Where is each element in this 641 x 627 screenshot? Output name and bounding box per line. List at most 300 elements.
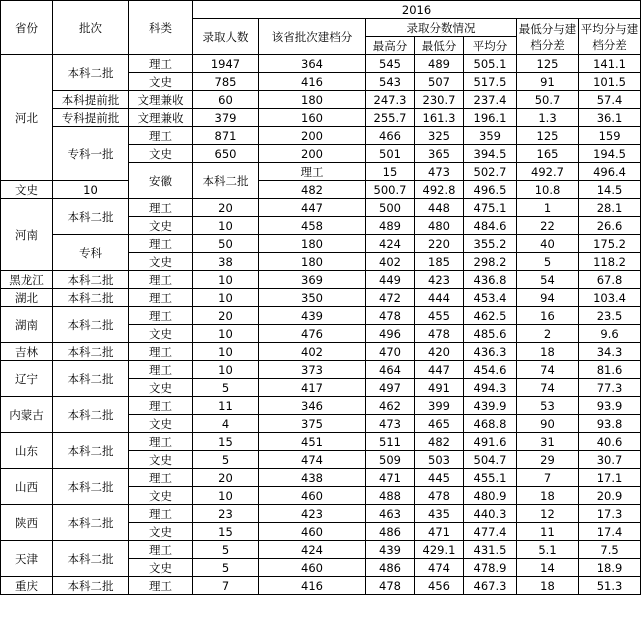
cell-province: 吉林: [1, 343, 53, 361]
cell-min-diff: 14: [517, 559, 579, 577]
cell-avg-diff: 26.6: [579, 217, 641, 235]
cell-line: 375: [259, 415, 366, 433]
cell-max: 470: [366, 343, 415, 361]
cell-batch: 本科二批: [53, 289, 129, 307]
cell-min: 399: [415, 397, 464, 415]
cell-batch: 本科二批: [53, 505, 129, 541]
cell-min: 444: [415, 289, 464, 307]
cell-avg: 355.2: [464, 235, 517, 253]
cell-batch: 本科二批: [53, 433, 129, 469]
cell-batch: 专科: [53, 235, 129, 271]
cell-admitted: 10: [193, 217, 259, 235]
cell-max: 511: [366, 433, 415, 451]
cell-province: 重庆: [1, 577, 53, 595]
cell-line: 458: [259, 217, 366, 235]
cell-avg-diff: 18.9: [579, 559, 641, 577]
cell-min-diff: 5: [517, 253, 579, 271]
cell-category: 理工: [129, 235, 193, 253]
cell-province: 河北: [1, 55, 53, 181]
cell-category: 文史: [129, 451, 193, 469]
cell-avg-diff: 9.6: [579, 325, 641, 343]
cell-avg: 440.3: [464, 505, 517, 523]
cell-admitted: 10: [193, 343, 259, 361]
cell-min-diff: 11: [517, 523, 579, 541]
cell-line: 460: [259, 487, 366, 505]
cell-min: 492.8: [415, 181, 464, 199]
cell-batch: 本科二批: [193, 163, 259, 199]
cell-min: 489: [415, 55, 464, 73]
cell-avg-diff: 7.5: [579, 541, 641, 559]
table-row: [1, 505, 641, 523]
cell-avg-diff: 93.9: [579, 397, 641, 415]
cell-line: 423: [259, 505, 366, 523]
cell-category: 文史: [129, 217, 193, 235]
cell-line: 439: [259, 307, 366, 325]
header-province: 省份: [1, 1, 53, 55]
cell-min: 365: [415, 145, 464, 163]
cell-max: 486: [366, 559, 415, 577]
cell-line: 416: [259, 577, 366, 595]
cell-min: 471: [415, 523, 464, 541]
cell-max: 402: [366, 253, 415, 271]
cell-category: 文史: [129, 487, 193, 505]
cell-province: 天津: [1, 541, 53, 577]
cell-max: 478: [366, 577, 415, 595]
cell-admitted: 785: [193, 73, 259, 91]
cell-avg-diff: 175.2: [579, 235, 641, 253]
cell-min: 435: [415, 505, 464, 523]
cell-batch: 本科二批: [53, 343, 129, 361]
cell-batch: 本科二批: [53, 577, 129, 595]
cell-avg-diff: 67.8: [579, 271, 641, 289]
cell-avg: 455.1: [464, 469, 517, 487]
cell-category: 理工: [129, 127, 193, 145]
cell-avg: 454.6: [464, 361, 517, 379]
cell-avg: 468.8: [464, 415, 517, 433]
cell-avg-diff: 159: [579, 127, 641, 145]
cell-min-diff: 18: [517, 487, 579, 505]
cell-category: 理工: [129, 55, 193, 73]
cell-category: 文史: [129, 253, 193, 271]
cell-avg: 475.1: [464, 199, 517, 217]
cell-max: 464: [366, 361, 415, 379]
table-row: [1, 469, 641, 487]
cell-province: 湖北: [1, 289, 53, 307]
cell-avg-diff: 30.7: [579, 451, 641, 469]
cell-avg-diff: 17.1: [579, 469, 641, 487]
cell-avg: 496.5: [464, 181, 517, 199]
cell-avg: 485.6: [464, 325, 517, 343]
cell-avg: 436.8: [464, 271, 517, 289]
cell-admitted: 871: [193, 127, 259, 145]
cell-min-diff: 16: [517, 307, 579, 325]
cell-max: 543: [366, 73, 415, 91]
cell-category: 理工: [129, 361, 193, 379]
cell-line: 200: [259, 145, 366, 163]
cell-admitted: 7: [193, 577, 259, 595]
cell-line: 180: [259, 253, 366, 271]
cell-category: 文史: [129, 559, 193, 577]
header-min-diff: 最低分与建档分差: [517, 19, 579, 55]
cell-avg: 504.7: [464, 451, 517, 469]
cell-admitted: 650: [193, 145, 259, 163]
cell-province: 陕西: [1, 505, 53, 541]
header-max: 最高分: [366, 37, 415, 55]
table-row: [1, 361, 641, 379]
cell-avg-diff: 81.6: [579, 361, 641, 379]
cell-max: 462: [366, 397, 415, 415]
cell-min: 423: [415, 271, 464, 289]
cell-batch: 本科二批: [53, 469, 129, 505]
cell-line: 373: [259, 361, 366, 379]
cell-min-diff: 18: [517, 577, 579, 595]
cell-min: 447: [415, 361, 464, 379]
cell-avg-diff: 17.4: [579, 523, 641, 541]
cell-min: 230.7: [415, 91, 464, 109]
cell-category: 文史: [129, 145, 193, 163]
cell-min-diff: 90: [517, 415, 579, 433]
cell-category: 文理兼收: [129, 109, 193, 127]
cell-max: 486: [366, 523, 415, 541]
cell-category: 文史: [129, 73, 193, 91]
table-row: [1, 271, 641, 289]
cell-avg-diff: 23.5: [579, 307, 641, 325]
cell-min: 161.3: [415, 109, 464, 127]
cell-avg-diff: 194.5: [579, 145, 641, 163]
table-row: [1, 181, 641, 199]
cell-admitted: 60: [193, 91, 259, 109]
cell-batch: 本科二批: [53, 271, 129, 289]
cell-category: 理工: [129, 433, 193, 451]
cell-line: 350: [259, 289, 366, 307]
cell-min: 507: [415, 73, 464, 91]
cell-avg: 359: [464, 127, 517, 145]
cell-min: 455: [415, 307, 464, 325]
cell-min: 445: [415, 469, 464, 487]
cell-line: 200: [259, 127, 366, 145]
cell-min: 474: [415, 559, 464, 577]
cell-avg-diff: 118.2: [579, 253, 641, 271]
cell-province: 辽宁: [1, 361, 53, 397]
cell-max: 471: [366, 469, 415, 487]
cell-avg: 517.5: [464, 73, 517, 91]
table-row: [1, 235, 641, 253]
cell-max: 501: [366, 145, 415, 163]
cell-min-diff: 29: [517, 451, 579, 469]
cell-admitted: 5: [193, 541, 259, 559]
cell-category: 理工: [129, 541, 193, 559]
cell-admitted: 38: [193, 253, 259, 271]
cell-min-diff: 7: [517, 469, 579, 487]
table-row: [1, 307, 641, 325]
cell-min-diff: 94: [517, 289, 579, 307]
cell-category: 文史: [129, 325, 193, 343]
cell-min-diff: 53: [517, 397, 579, 415]
cell-line: 180: [259, 235, 366, 253]
cell-min: 420: [415, 343, 464, 361]
cell-max: 488: [366, 487, 415, 505]
cell-line: 473: [415, 163, 464, 181]
cell-admitted: 10: [193, 325, 259, 343]
cell-line: 476: [259, 325, 366, 343]
cell-line: 180: [259, 91, 366, 109]
cell-line: 438: [259, 469, 366, 487]
cell-avg-diff: 77.3: [579, 379, 641, 397]
cell-max: 439: [366, 541, 415, 559]
cell-admitted: 20: [193, 469, 259, 487]
cell-category: 文理兼收: [129, 91, 193, 109]
cell-avg: 394.5: [464, 145, 517, 163]
cell-min-diff: 125: [517, 127, 579, 145]
cell-admitted: 10: [193, 361, 259, 379]
cell-batch: 专科提前批: [53, 109, 129, 127]
cell-line: 482: [259, 181, 366, 199]
cell-min: 480: [415, 217, 464, 235]
cell-avg-diff: 36.1: [579, 109, 641, 127]
table-row: [1, 541, 641, 559]
cell-max: 449: [366, 271, 415, 289]
cell-line: 160: [259, 109, 366, 127]
cell-max: 496: [366, 325, 415, 343]
cell-min: 429.1: [415, 541, 464, 559]
table-row: [1, 91, 641, 109]
cell-avg: 496.4: [579, 163, 641, 181]
cell-line: 402: [259, 343, 366, 361]
table-row: [1, 109, 641, 127]
header-category: 科类: [129, 1, 193, 55]
cell-avg-diff: 51.3: [579, 577, 641, 595]
cell-min-diff: 74: [517, 361, 579, 379]
cell-max: 545: [366, 55, 415, 73]
cell-min: 482: [415, 433, 464, 451]
cell-max: 472: [366, 289, 415, 307]
cell-avg-diff: 20.9: [579, 487, 641, 505]
cell-max: 497: [366, 379, 415, 397]
cell-line: 416: [259, 73, 366, 91]
cell-min-diff: 12: [517, 505, 579, 523]
cell-min: 220: [415, 235, 464, 253]
cell-avg-diff: 103.4: [579, 289, 641, 307]
cell-line: 460: [259, 559, 366, 577]
cell-category: 理工: [129, 343, 193, 361]
cell-admitted: 23: [193, 505, 259, 523]
cell-province: 黑龙江: [1, 271, 53, 289]
cell-batch: 本科二批: [53, 397, 129, 433]
cell-batch: 本科二批: [53, 361, 129, 397]
cell-category: 理工: [129, 199, 193, 217]
cell-province: 山东: [1, 433, 53, 469]
cell-min-diff: 50.7: [517, 91, 579, 109]
cell-avg: 494.3: [464, 379, 517, 397]
cell-province: 山西: [1, 469, 53, 505]
cell-min-diff: 40: [517, 235, 579, 253]
cell-line: 460: [259, 523, 366, 541]
cell-category: 理工: [129, 577, 193, 595]
cell-max: 509: [366, 451, 415, 469]
cell-min-diff: 165: [517, 145, 579, 163]
cell-category: 理工: [129, 307, 193, 325]
cell-category: 文史: [129, 523, 193, 541]
cell-min: 185: [415, 253, 464, 271]
cell-category: 理工: [129, 271, 193, 289]
cell-avg-diff: 34.3: [579, 343, 641, 361]
header-avg-diff: 平均分与建档分差: [579, 19, 641, 55]
cell-line: 447: [259, 199, 366, 217]
cell-avg-diff: 40.6: [579, 433, 641, 451]
cell-admitted: 10: [193, 289, 259, 307]
cell-line: 424: [259, 541, 366, 559]
cell-min: 492.7: [517, 163, 579, 181]
cell-min-diff: 1: [517, 199, 579, 217]
cell-admitted: 4: [193, 415, 259, 433]
cell-avg: 431.5: [464, 541, 517, 559]
cell-admitted: 20: [193, 199, 259, 217]
header-line: 该省批次建档分: [259, 19, 366, 55]
cell-batch: 本科二批: [53, 541, 129, 577]
cell-avg: 478.9: [464, 559, 517, 577]
cell-max: 500: [366, 199, 415, 217]
cell-category: 理工: [129, 289, 193, 307]
cell-batch: 本科提前批: [53, 91, 129, 109]
cell-avg: 439.9: [464, 397, 517, 415]
cell-avg: 196.1: [464, 109, 517, 127]
cell-category: 理工: [129, 397, 193, 415]
cell-min-diff: 1.3: [517, 109, 579, 127]
cell-batch: 本科二批: [53, 55, 129, 91]
cell-category: 文史: [1, 181, 53, 199]
cell-admitted: 10: [53, 181, 129, 199]
cell-admitted: 5: [193, 451, 259, 469]
cell-avg-diff: 28.1: [579, 199, 641, 217]
cell-min-diff: 18: [517, 343, 579, 361]
cell-avg-diff: 101.5: [579, 73, 641, 91]
cell-line: 417: [259, 379, 366, 397]
cell-avg: 467.3: [464, 577, 517, 595]
cell-max: 502.7: [464, 163, 517, 181]
cell-min-diff: 22: [517, 217, 579, 235]
header-min: 最低分: [415, 37, 464, 55]
cell-min: 325: [415, 127, 464, 145]
cell-min: 465: [415, 415, 464, 433]
cell-avg-diff: 141.1: [579, 55, 641, 73]
cell-avg-diff: 14.5: [579, 181, 641, 199]
cell-category: 文史: [129, 379, 193, 397]
cell-line: 451: [259, 433, 366, 451]
table-row: [1, 199, 641, 217]
cell-category: 理工: [259, 163, 366, 181]
cell-min: 478: [415, 487, 464, 505]
cell-admitted: 5: [193, 379, 259, 397]
cell-max: 466: [366, 127, 415, 145]
cell-min-diff: 2: [517, 325, 579, 343]
cell-admitted: 11: [193, 397, 259, 415]
cell-min: 456: [415, 577, 464, 595]
header-avg: 平均分: [464, 37, 517, 55]
cell-province: 内蒙古: [1, 397, 53, 433]
cell-batch: 本科二批: [53, 199, 129, 235]
cell-max: 424: [366, 235, 415, 253]
cell-min-diff: 10.8: [517, 181, 579, 199]
cell-batch: 专科一批: [53, 127, 129, 181]
cell-province: 河南: [1, 199, 53, 271]
table-row: [1, 55, 641, 73]
cell-admitted: 10: [193, 271, 259, 289]
cell-avg: 491.6: [464, 433, 517, 451]
cell-max: 473: [366, 415, 415, 433]
cell-min: 478: [415, 325, 464, 343]
cell-min-diff: 5.1: [517, 541, 579, 559]
cell-min-diff: 54: [517, 271, 579, 289]
header-scores: 录取分数情况: [366, 19, 517, 37]
cell-min-diff: 125: [517, 55, 579, 73]
table-row: [1, 289, 641, 307]
cell-admitted: 15: [193, 433, 259, 451]
cell-avg: 484.6: [464, 217, 517, 235]
cell-category: 文史: [129, 415, 193, 433]
cell-admitted: 15: [193, 523, 259, 541]
cell-avg-diff: 17.3: [579, 505, 641, 523]
cell-admitted: 15: [366, 163, 415, 181]
cell-admitted: 10: [193, 487, 259, 505]
cell-avg: 477.4: [464, 523, 517, 541]
cell-avg: 480.9: [464, 487, 517, 505]
cell-min-diff: 91: [517, 73, 579, 91]
cell-min-diff: 31: [517, 433, 579, 451]
cell-min: 491: [415, 379, 464, 397]
cell-min: 503: [415, 451, 464, 469]
cell-avg: 237.4: [464, 91, 517, 109]
cell-admitted: 1947: [193, 55, 259, 73]
header-admitted: 录取人数: [193, 19, 259, 55]
cell-avg: 436.3: [464, 343, 517, 361]
cell-max: 478: [366, 307, 415, 325]
cell-admitted: 5: [193, 559, 259, 577]
cell-admitted: 20: [193, 307, 259, 325]
cell-line: 369: [259, 271, 366, 289]
header-row-1: [1, 1, 641, 19]
cell-line: 346: [259, 397, 366, 415]
cell-max: 463: [366, 505, 415, 523]
cell-min-diff: 74: [517, 379, 579, 397]
cell-max: 489: [366, 217, 415, 235]
table-row: [1, 577, 641, 595]
cell-min: 448: [415, 199, 464, 217]
table-row: [1, 343, 641, 361]
cell-batch: 本科二批: [53, 307, 129, 343]
table-row: [1, 433, 641, 451]
cell-avg-diff: 57.4: [579, 91, 641, 109]
table-row: [1, 127, 641, 145]
header-year: 2016: [193, 1, 641, 19]
cell-avg: 453.4: [464, 289, 517, 307]
cell-admitted: 379: [193, 109, 259, 127]
cell-max: 247.3: [366, 91, 415, 109]
cell-avg: 462.5: [464, 307, 517, 325]
cell-admitted: 50: [193, 235, 259, 253]
cell-max: 500.7: [366, 181, 415, 199]
cell-avg: 505.1: [464, 55, 517, 73]
cell-category: 理工: [129, 469, 193, 487]
cell-line: 474: [259, 451, 366, 469]
header-batch: 批次: [53, 1, 129, 55]
cell-avg: 298.2: [464, 253, 517, 271]
table-row: [1, 397, 641, 415]
cell-province: 安徽: [129, 163, 193, 199]
cell-line: 364: [259, 55, 366, 73]
cell-max: 255.7: [366, 109, 415, 127]
cell-province: 湖南: [1, 307, 53, 343]
cell-category: 理工: [129, 505, 193, 523]
